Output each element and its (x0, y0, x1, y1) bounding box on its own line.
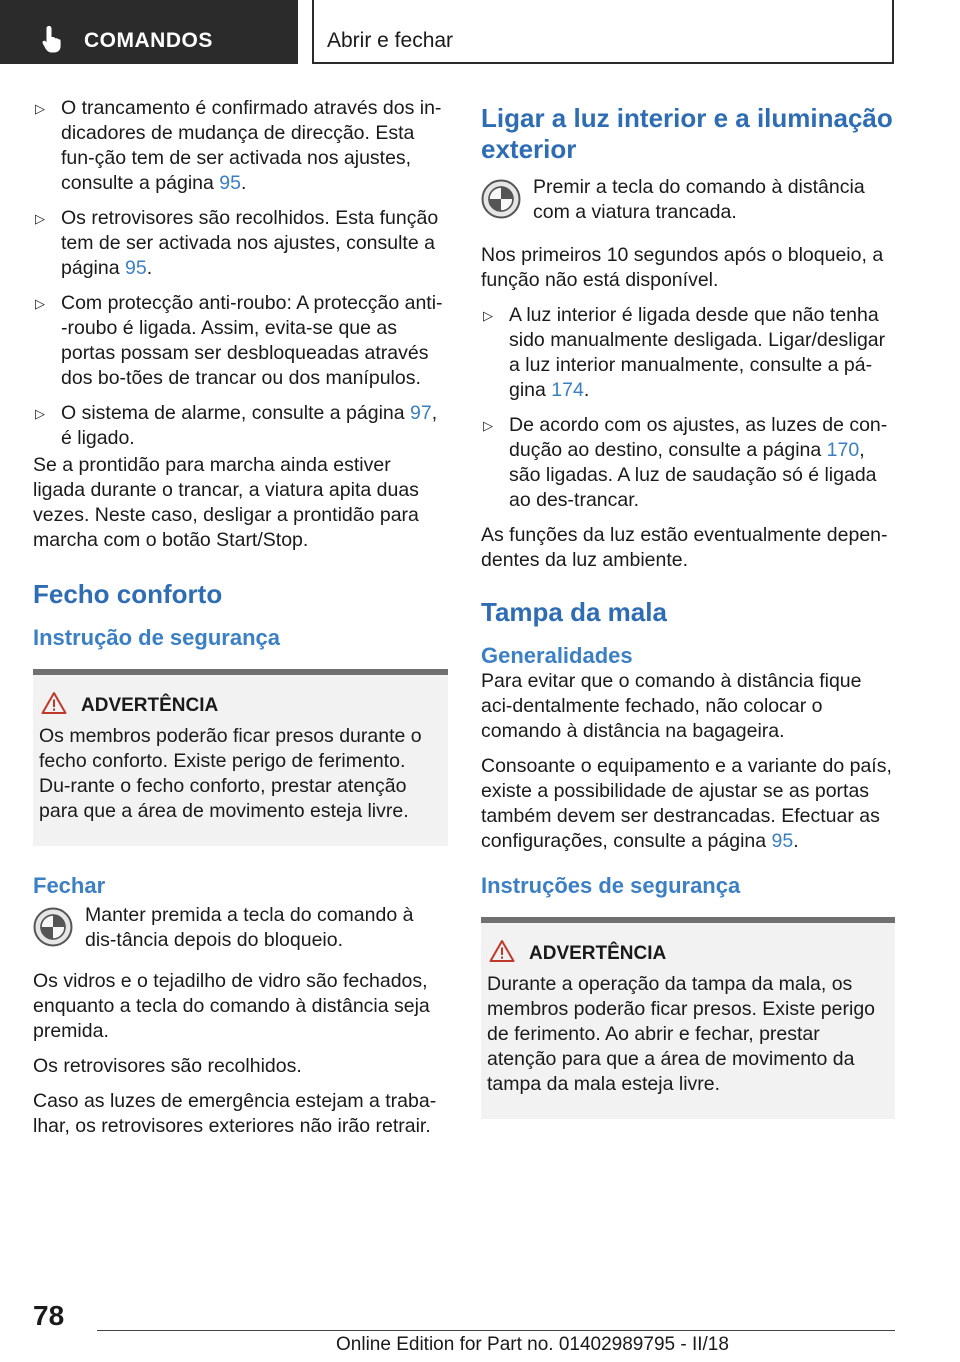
page-link[interactable]: 95 (771, 830, 794, 852)
warning-triangle-icon (41, 691, 67, 715)
list-item: ▷ De acordo com os ajustes, as luzes de con-dução ao destino, consulte a página 170, são ligadas. A luz de saudação só é ligada ao des-trancar. (483, 414, 888, 511)
warning-triangle-icon (489, 939, 515, 963)
heading-instrucoes-seguranca: Instruções de segurança (481, 873, 741, 898)
warning-box (33, 669, 448, 846)
footer-divider (97, 1330, 895, 1331)
bullet-triangle-icon: ▷ (483, 418, 493, 433)
list-item: ▷ O trancamento é confirmado através dos in-dicadores de mudança de direcção. Esta fun-ção tem de ser activada nos ajustes, consulte a página 95. (35, 97, 442, 194)
page-link[interactable]: 170 (826, 439, 860, 461)
right-column (481, 103, 895, 1119)
page-link[interactable]: 95 (219, 172, 241, 194)
bullet-triangle-icon: ▷ (35, 101, 45, 116)
page-link[interactable]: 95 (124, 257, 147, 279)
paragraph: Nos primeiros 10 segundos após o bloqueio, a função não está disponível. (481, 244, 884, 291)
chapter-tab[interactable] (312, 0, 894, 64)
heading-tampa-mala: Tampa da mala (481, 597, 667, 627)
page-link[interactable]: 97 (410, 402, 432, 424)
section-tab[interactable] (0, 0, 298, 64)
left-column (33, 96, 448, 1149)
paragraph: Os retrovisores são recolhidos. (33, 1055, 302, 1077)
bullet-triangle-icon: ▷ (35, 296, 45, 311)
heading-fecho-conforto: Fecho conforto (33, 579, 223, 609)
paragraph: Se a prontidão para marcha ainda estiver ligada durante o trancar, a viatura apita duas vezes. Neste caso, desligar a prontidão para marcha com o botão Start/Stop. (33, 454, 419, 551)
warning-text: Durante a operação da tampa da mala, os membros poderão ficar presos. Existe perigo de ferimento. Ao abrir e fechar, prestar atenção para que a área de movimento da tampa da mala esteja livre. (487, 973, 876, 1095)
warning-title: ADVERTÊNCIA (81, 693, 442, 718)
paragraph: As funções da luz estão eventualmente depen-dentes da luz ambiente. (481, 524, 888, 571)
warning-text: Os membros poderão ficar presos durante o fecho conforto. Existe perigo de ferimento. Du-rante o fecho conforto, prestar atenção para que a área de movimento esteja livre. (39, 725, 422, 822)
bullet-triangle-icon: ▷ (483, 308, 493, 323)
paragraph: Consoante o equipamento e a variante do país, existe a possibilidade de ajustar se as portas também devem ser destrancadas. Efectuar as configurações, consulte a página 95. (481, 755, 892, 852)
list-item: ▷ A luz interior é ligada desde que não tenha sido manualmente desligada. Ligar/desligar a luz interior manualmente, consulte a pá-gina 174. (483, 304, 886, 401)
heading-instrucao-seguranca: Instrução de segurança (33, 625, 280, 650)
page-number: 78 (33, 1300, 65, 1331)
heading-generalidades: Generalidades (481, 643, 633, 668)
remote-key-icon (33, 907, 73, 947)
warning-title: ADVERTÊNCIA (529, 941, 889, 966)
paragraph: Caso as luzes de emergência estejam a traba-lhar, os retrovisores exteriores não irão retrair. (33, 1090, 437, 1137)
paragraph: Os vidros e o tejadilho de vidro são fechados, enquanto a tecla do comando à distância seja premida. (33, 970, 430, 1042)
chapter-title: Abrir e fechar (327, 29, 454, 52)
page-link[interactable]: 174 (551, 379, 584, 401)
section-title: COMANDOS (84, 29, 213, 52)
paragraph: Para evitar que o comando à distância fique aci-dentalmente fechado, não colocar o comando à distância na bagageira. (481, 670, 862, 742)
remote-instruction: Manter premida a tecla do comando à dis-tância depois do bloqueio. (33, 903, 448, 955)
heading-fechar: Fechar (33, 873, 106, 898)
footer-edition: Online Edition for Part no. 01402989795 - II/18 (336, 1334, 729, 1355)
list-item: ▷ Os retrovisores são recolhidos. Esta função tem de ser activada nos ajustes, consulte a página 95. (35, 207, 439, 279)
list-item: ▷ Com protecção anti-roubo: A protecção anti--roubo é ligada. Assim, evita-se que as portas possam ser desbloqueadas através dos bo-tões de trancar ou dos manípulos. (35, 292, 443, 389)
hand-pointer-icon (38, 24, 68, 54)
list-item: ▷ O sistema de alarme, consulte a página 97, é ligado. (35, 402, 438, 449)
header-bar (0, 0, 960, 66)
bullet-triangle-icon: ▷ (35, 211, 45, 226)
remote-key-icon (481, 179, 521, 219)
bullet-triangle-icon: ▷ (35, 406, 45, 421)
remote-instruction: Premir a tecla do comando à distância com a viatura trancada. (481, 175, 895, 227)
heading-ligar-luz: Ligar a luz interior e a iluminação exterior (481, 103, 893, 164)
warning-box (481, 917, 895, 1119)
